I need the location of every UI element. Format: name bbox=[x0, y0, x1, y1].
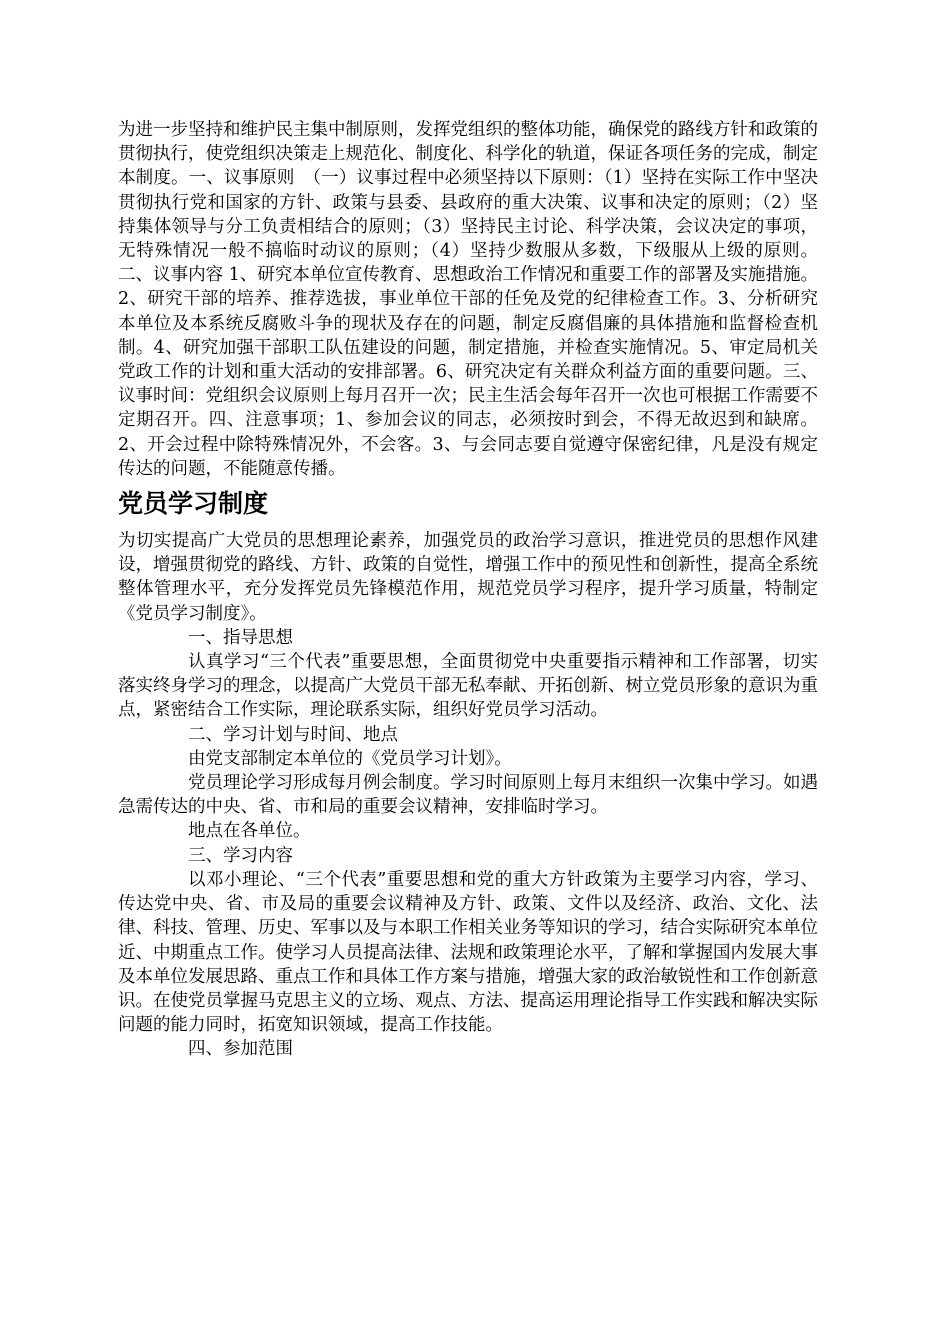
heading-guiding-thought: 一、指导思想 bbox=[188, 627, 293, 648]
section-title: 党员学习制度 bbox=[118, 489, 269, 519]
paragraph-study-plan: 由党支部制定本单位的《党员学习计划》。 bbox=[188, 748, 512, 769]
paragraph-study-location: 地点在各单位。 bbox=[188, 821, 311, 842]
document-page bbox=[118, 118, 818, 1062]
paragraph-guiding-thought: 认真学习“三个代表”重要思想，全面贯彻党中央重要指示精神和工作部署，切实落实终身学习的理念，以提高广大党员干部无私奉献、开拓创新、树立党员形象的意识为重点，紧密结合工作实际，理论联系实际，组织好党员学习活动。 bbox=[118, 652, 818, 721]
paragraph-study-time: 党员理论学习形成每月例会制度。学习时间原则上每月末组织一次集中学习。如遇急需传达的中央、省、市和局的重要会议精神，安排临时学习。 bbox=[118, 773, 818, 818]
heading-study-content: 三、学习内容 bbox=[188, 845, 293, 866]
paragraph-study-content: 以邓小理论、“三个代表”重要思想和党的重大方针政策为主要学习内容，学习、传达党中央、省、市及局的重要会议精神及方针、政策、文件以及经济、政治、文化、法律、科技、管理、历史、军事以及与本职工作相关业务等知识的学习，结合实际研究本单位近、中期重点工作。使学习人员提高法律、法规和政策理论水平，了解和掌握国内发展大事及本单位发展思路、重点工作和具体工作方案与措施，增强大家的政治敏锐性和工作创新意识。在使党员掌握马克思主义的立场、观点、方法、提高运用理论指导工作实践和解决实际问题的能力同时，拓宽知识领域，提高工作技能。 bbox=[118, 869, 818, 1036]
section-intro-paragraph: 为切实提高广大党员的思想理论素养，加强党员的政治学习意识，推进党员的思想作风建设，增强贯彻党的路线、方针、政策的自觉性，增强工作中的预见性和创新性，提高全系统整体管理水平，充分发挥党员先锋模范作用，规范党员学习程序，提升学习质量，特制定《党员学习制度》。 bbox=[118, 531, 818, 624]
intro-paragraph: 为进一步坚持和维护民主集中制原则，发挥党组织的整体功能，确保党的路线方针和政策的贯彻执行，使党组织决策走上规范化、制度化、科学化的轨道，保证各项任务的完成，制定本制度。一、议事原则 （一）议事过程中必须坚持以下原则：（1）坚持在实际工作中坚决贯彻执行党和国家的方针、政策与县委、县政府的重大决策、议事和决定的原则；（2）坚持集体领导与分工负责相结合的原则；（3）坚持民主讨论、科学决策，会议决定的事项，无特殊情况一般不搞临时动议的原则；（4）坚持少数服从多数，下级服从上级的原则。二、议事内容 1、研究本单位宣传教育、思想政治工作情况和重要工作的部署及实施措施。2、研究干部的培养、推荐选拔，事业单位干部的任免及党的纪律检查工作。3、分析研究本单位及本系统反腐败斗争的现状及存在的问题，制定反腐倡廉的具体措施和监督检查机制。4、研究加强干部职工队伍建设的问题，制定措施，并检查实施情况。5、审定局机关党政工作的计划和重大活动的安排部署。6、研究决定有关群众利益方面的重要问题。三、议事时间：党组织会议原则上每月召开一次；民主生活会每年召开一次也可根据工作需要不定期召开。四、注意事项；1、参加会议的同志，必须按时到会，不得无故迟到和缺席。2、开会过程中除特殊情况外，不会客。3、与会同志要自觉遵守保密纪律，凡是没有规定传达的问题，不能随意传播。 bbox=[118, 120, 818, 479]
heading-study-plan: 二、学习计划与时间、地点 bbox=[188, 724, 398, 745]
heading-participation-scope: 四、参加范围 bbox=[188, 1039, 293, 1060]
